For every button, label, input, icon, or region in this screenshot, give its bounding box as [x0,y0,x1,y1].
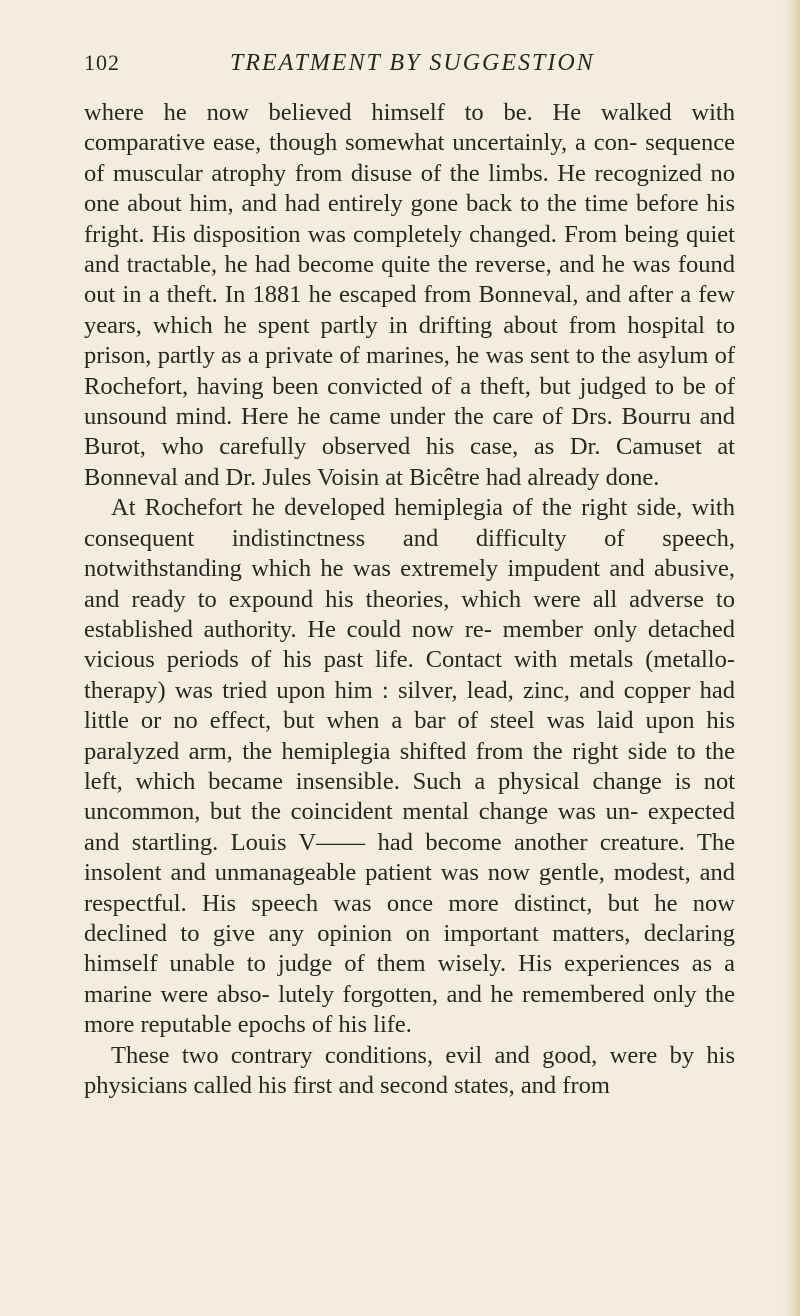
paragraph-two-states: These two contrary conditions, evil and good, were by his physicians called his first and second states, and from [84,1041,735,1099]
body-text [84,98,735,1101]
running-title: TREATMENT BY SUGGESTION [230,50,595,76]
paragraph-rochefort: At Rochefort he developed hemiplegia of the right side, with consequent indistinctness and difficulty of speech, notwithstanding which he was extremely impudent and abusive, and ready to expound his theories, which were all adverse to established authority. He could now re- member only detached vicious periods of his past life. Contact with metals (metallo-therapy) was tried upon him : silver, lead, zinc, and copper had little or no effect, but when a bar of steel was laid upon his paralyzed arm, the hemiplegia shifted from the right side to the left, which became insensible. Such a physical change is not uncommon, but the coincident mental change was un- expected and startling. Louis V—— had become another creature. The insolent and unmanageable patient was now gentle, modest, and respectful. His speech was once more distinct, but he now declined to give any opinion on important matters, declaring himself unable to judge of them wisely. His experiences as a marine were abso- lutely forgotten, and he remembered only the more reputable epochs of his life. [84,494,735,1039]
page-header [84,50,734,86]
page-edge-shading [782,0,800,1316]
page-number: 102 [84,50,120,75]
paragraph-continuation: where he now believed himself to be. He walked with comparative ease, though somewhat uncertainly, a con- sequence of muscular atrophy from disuse of the limbs. He recognized no one about him, and had entirely gone back to the time before his fright. His disposition was completely changed. From being quiet and tractable, he had become quite the reverse, and he was found out in a theft. In 1881 he escaped from Bonneval, and after a few years, which he spent partly in drifting about from hospital to prison, partly as a private of marines, he was sent to the asylum of Rochefort, having been convicted of a theft, but judged to be of unsound mind. Here he came under the care of Drs. Bourru and Burot, who carefully observed his case, as Dr. Camuset at Bonneval and Dr. Jules Voisin at Bicêtre had already done. [84,99,735,491]
